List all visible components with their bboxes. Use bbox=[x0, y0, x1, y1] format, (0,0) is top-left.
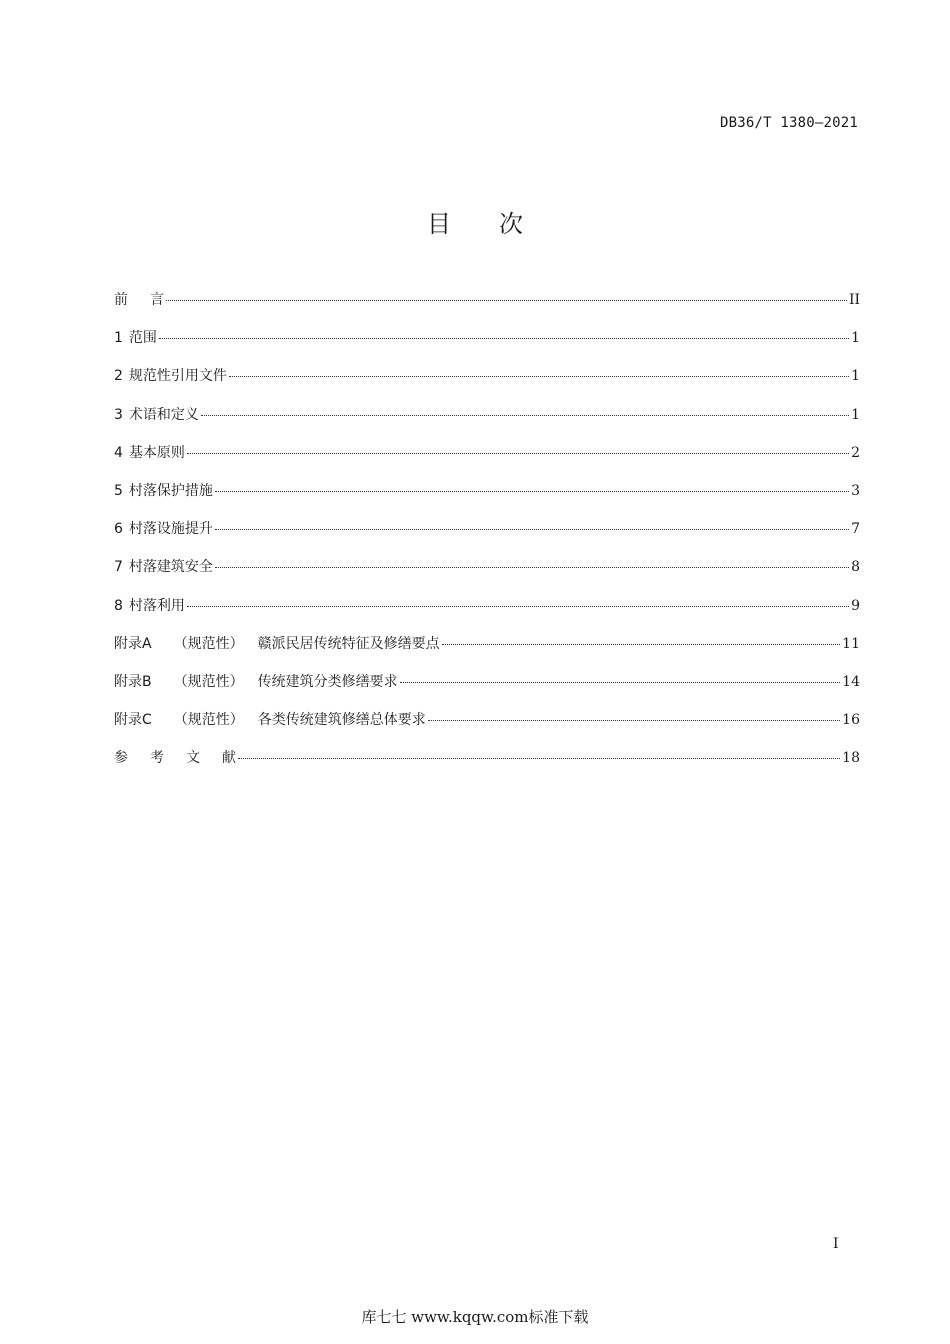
toc-entry-label: 附录C （规范性） 各类传统建筑修缮总体要求 bbox=[114, 712, 426, 729]
toc-leader-dots bbox=[187, 453, 849, 454]
toc-entry-label: 1 范围 bbox=[114, 330, 157, 347]
toc-page-number: 1 bbox=[851, 406, 860, 423]
title-char-2: 次 bbox=[499, 210, 523, 238]
toc-page-number: 2 bbox=[851, 444, 860, 461]
toc-entry-3[interactable] bbox=[114, 404, 860, 442]
toc-entry-appendix-c[interactable] bbox=[114, 709, 860, 747]
page-number: I bbox=[833, 1236, 839, 1252]
toc-leader-dots bbox=[215, 491, 849, 492]
toc-leader-dots bbox=[215, 567, 849, 568]
toc-leader-dots bbox=[159, 338, 849, 339]
toc-entry-label: 3 术语和定义 bbox=[114, 406, 199, 423]
toc-page-number: 1 bbox=[851, 368, 860, 385]
toc-entry-label: 5 村落保护措施 bbox=[114, 482, 213, 499]
toc-entry-label: 4 基本原则 bbox=[114, 444, 185, 461]
title-char-1: 目 bbox=[427, 210, 451, 238]
toc-page-number: 8 bbox=[851, 559, 860, 576]
toc-leader-dots bbox=[201, 415, 849, 416]
toc-entry-1[interactable] bbox=[114, 327, 860, 365]
toc-entry-7[interactable] bbox=[114, 556, 860, 594]
toc-page-number: 1 bbox=[851, 330, 860, 347]
toc-entry-4[interactable] bbox=[114, 442, 860, 480]
toc-leader-dots bbox=[442, 644, 841, 645]
toc-entry-label: 7 村落建筑安全 bbox=[114, 559, 213, 576]
toc-leader-dots bbox=[229, 376, 849, 377]
toc-page-number: 14 bbox=[842, 673, 860, 690]
footer-watermark: 库七七 www.kqqw.com标准下载 bbox=[361, 1308, 589, 1326]
toc-entry-label: 附录A （规范性） 赣派民居传统特征及修缮要点 bbox=[114, 635, 440, 652]
toc-entry-bibliography[interactable] bbox=[114, 747, 860, 785]
toc-leader-dots bbox=[215, 529, 849, 530]
toc-entry-5[interactable] bbox=[114, 480, 860, 518]
toc-leader-dots bbox=[166, 300, 847, 301]
toc-page-number: II bbox=[848, 292, 860, 308]
toc-leader-dots bbox=[428, 720, 840, 721]
toc-entry-label: 8 村落利用 bbox=[114, 597, 185, 614]
document-code: DB36/T 1380—2021 bbox=[719, 115, 858, 131]
toc-leader-dots bbox=[238, 758, 840, 759]
toc-entry-label: 参考文献 bbox=[114, 750, 236, 767]
page-title bbox=[0, 204, 950, 239]
toc-entry-8[interactable] bbox=[114, 595, 860, 633]
toc-leader-dots bbox=[400, 682, 841, 683]
toc-entry-label: 6 村落设施提升 bbox=[114, 521, 213, 538]
toc-page-number: 16 bbox=[842, 712, 860, 729]
toc-page-number: 7 bbox=[851, 521, 860, 538]
toc-entry-appendix-b[interactable] bbox=[114, 671, 860, 709]
toc-entry-6[interactable] bbox=[114, 518, 860, 556]
toc-page-number: 9 bbox=[851, 597, 860, 614]
toc-page-number: 11 bbox=[842, 635, 860, 652]
toc-entry-label: 2 规范性引用文件 bbox=[114, 368, 227, 385]
toc-entry-label: 附录B （规范性） 传统建筑分类修缮要求 bbox=[114, 673, 398, 690]
toc-entry-2[interactable] bbox=[114, 365, 860, 403]
toc-entry-label: 前言 bbox=[114, 292, 164, 308]
toc-leader-dots bbox=[187, 606, 849, 607]
toc-page-number: 3 bbox=[851, 482, 860, 499]
toc-entry-foreword[interactable] bbox=[114, 289, 860, 327]
toc-page-number: 18 bbox=[842, 750, 860, 767]
toc-entry-appendix-a[interactable] bbox=[114, 633, 860, 671]
table-of-contents bbox=[114, 289, 860, 785]
